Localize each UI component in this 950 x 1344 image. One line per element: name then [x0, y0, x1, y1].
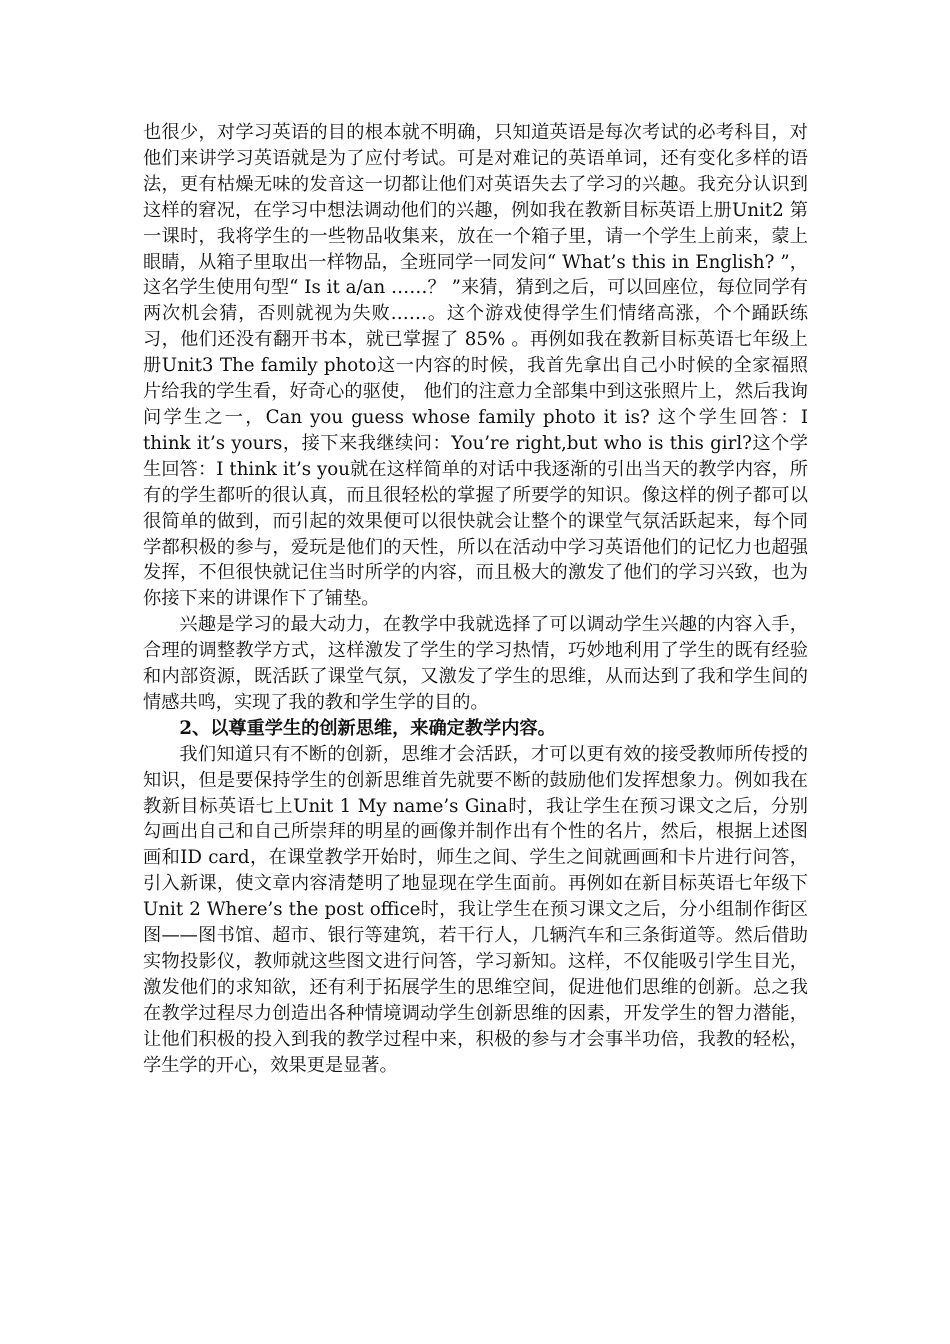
paragraph-interest-summary: 兴趣是学习的最大动力，在教学中我就选择了可以调动学生兴趣的内容入手，合理的调整教学方式，这样激发了学生的学习热情，巧妙地利用了学生的既有经验和内部资源，既活跃了课堂气氛，又激发了学生的思维，从而达到了我和学生间的情感共鸣，实现了我的教和学生学的目的。: [143, 614, 808, 713]
paragraph-continuation: 也很少，对学习英语的目的根本就不明确，只知道英语是每次考试的必考科目，对他们来讲学习英语就是为了应付考试。可是对难记的英语单词，还有变化多样的语法，更有枯燥无味的发音这一切都让他们对英语失去了学习的兴趣。我充分认识到这样的窘况，在学习中想法调动他们的兴趣，例如我在教新目标英语上册Unit2 第一课时，我将学生的一些物品收集来，放在一个箱子里，请一个学生上前来，蒙上眼睛，从箱子里取出一样物品，全班同学一同发问“ What’s this in English? ”，这名学生使用句型“ Is it a/an ……？ ”来猜，猜到之后，可以回座位，每位同学有两次机会猜，否则就视为失败……。这个游戏使得学生们情绪高涨，个个踊跃练习，他们还没有翻开书本，就已掌握了 85% 。再例如我在教新目标英语七年级上册Unit3 The family photo这一内容的时候，我首先拿出自己小时候的全家福照片给我的学生看，好奇心的驱使， 他们的注意力全部集中到这张照片上，然后我询问学生之一，Can you guess whose family photo it is? 这个学生回答：I think it’s yours，接下来我继续问：You’re right,but who is this girl?这个学生回答：I think it’s you就在这样简单的对话中我逐渐的引出当天的教学内容，所有的学生都听的很认真，而且很轻松的掌握了所要学的知识。像这样的例子都可以很简单的做到，而引起的效果便可以很快就会让整个的课堂气氛活跃起来，每个同学都积极的参与，爱玩是他们的天性，所以在活动中学习英语他们的记忆力也超强发挥，不但很快就记住当时所学的内容，而且极大的激发了他们的学习兴致，也为你接下来的讲课作下了铺垫。: [143, 122, 808, 610]
paragraph-creative-thinking: 我们知道只有不断的创新，思维才会活跃，才可以更有效的接受教师所传授的知识，但是要保持学生的创新思维首先就要不断的鼓励他们发挥想象力。例如我在教新目标英语七上Unit 1 My name’s Gina时，我让学生在预习课文之后，分别勾画出自己和自己所崇拜的明星的画像并制作出有个性的名片，然后，根据上述图画和ID card，在课堂教学开始时，师生之间、学生之间就画画和卡片进行问答，引入新课，使文章内容清楚明了地显现在学生面前。再例如在新目标英语七年级下Unit 2 Where’s the post office时，我让学生在预习课文之后，分小组制作街区图——图书馆、超市、银行等建筑，若干行人，几辆汽车和三条街道等。然后借助实物投影仪，教师就这些图文进行问答，学习新知。这样，不仅能吸引学生目光，激发他们的求知欲，还有利于拓展学生的思维空间，促进他们思维的创新。总之我在教学过程尽力创造出各种情境调动学生创新思维的因素，开发学生的智力潜能，让他们积极的投入到我的教学过程中来，积极的参与才会事半功倍，我教的轻松，学生学的开心，效果更是显著。: [143, 743, 808, 1076]
section-heading-creative-thinking: 2、以尊重学生的创新思维，来确定教学内容。: [179, 717, 556, 739]
document-page: [143, 120, 808, 1079]
